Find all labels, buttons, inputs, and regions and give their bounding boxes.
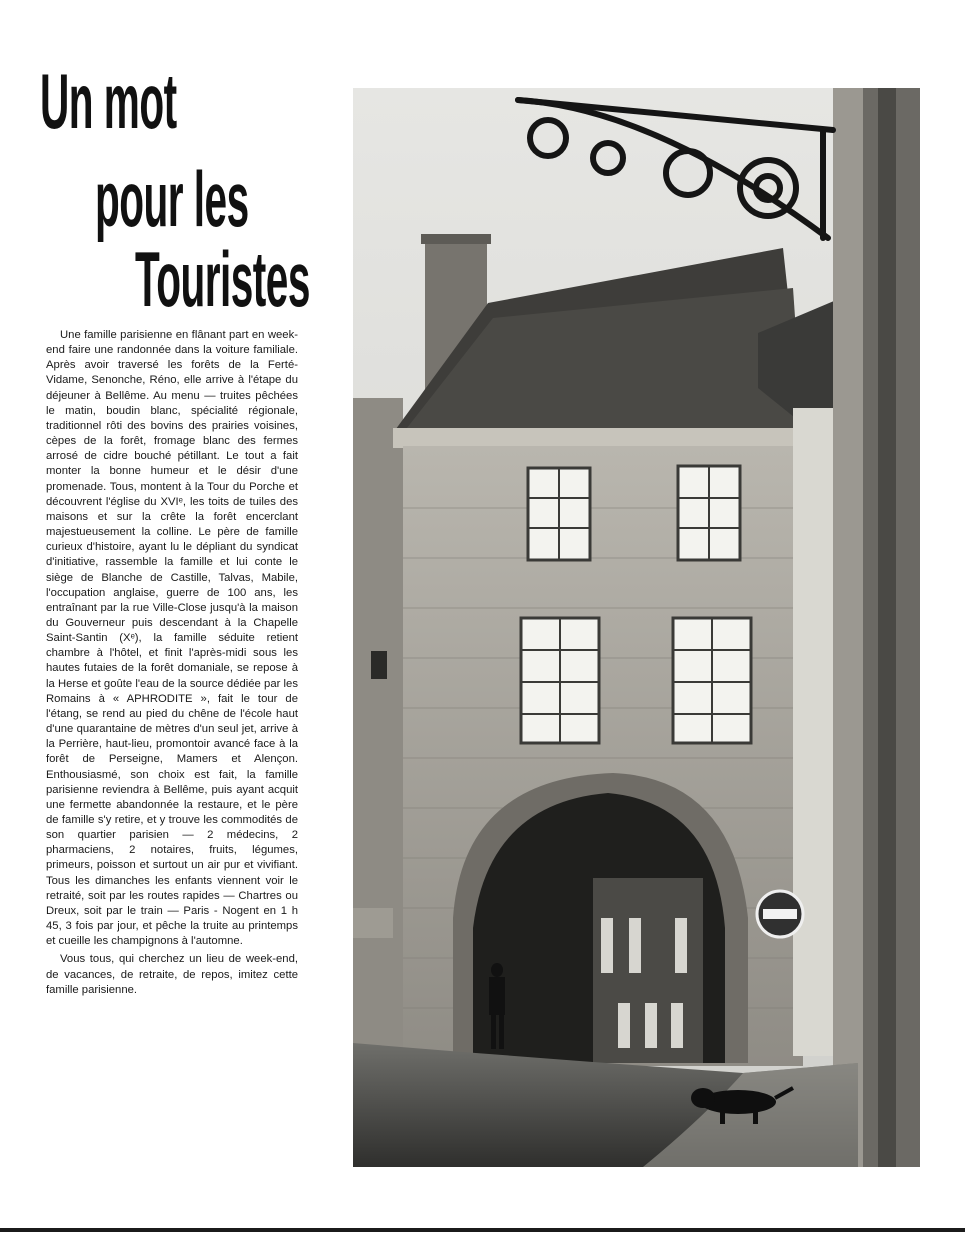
photo-porte-tower (353, 88, 920, 1167)
title-line-3: Touristes (135, 235, 310, 323)
page-bottom-edge (0, 1228, 965, 1232)
gateway-arch (453, 773, 748, 1063)
photo-illustration (353, 88, 920, 1167)
article-body (46, 328, 298, 998)
article-paragraph-1: Une famille parisienne en flânant part en week-end faire une randonnée dans la voiture familiale. Après avoir traversé les forêts de la Ferté-Vidame, Senonche, Réno, elle arrive à l'étape du déjeuner à Bellême. Au menu — truites pêchées le matin, boudin blanc, spécialité régionale, traditionnel rôti des bovins des prairies voisines, cèpes de la forêt, fromage blanc des fermes arrosé de cidre bouché pétillant. Le tout a fait monter la bonne humeur et le désir d'une promenade. Tous, montent à la Tour du Porche et découvrent l'église du XVIᵉ, les toits de tuiles des maisons et sur la crête la forêt encerclant majestueusement la colline. Le père de famille curieux d'histoire, ayant lu le dépliant du syndicat d'initiative, rassemble la famille et lui conte le siège de Blanche de Castille, Talvas, Mabile, l'occupation anglaise, guerre de 100 ans, les entraînant par la rue Ville-Close jusqu'à la maison du Gouverneur puis descendant à la Chapelle Saint-Santin (Xᵉ), la famille séduite retient chambre à l'hôtel, et finit l'après-midi sous les hautes futaies de la forêt domaniale, se repose à la Herse et goûte l'eau de la source dédiée par les Romains à « APHRODITE », fait le tour de l'étang, se rend au pied du chêne de l'école haut d'une quarantaine de mètres d'un seul jet, arrive à la Perrière, haut-lieu, promontoir avancé face à la forêt de Perseigne, Mamers et Alençon. Enthousiasmé, son choix est fait, la famille parisienne reviendra à Bellême, puis ayant acquit une fermette abandonnée la restaure, et le père de famille s'y retire, et y trouve les commodités de son quartier parisien — 2 médecins, 2 pharmaciens, 2 notaires, fruits, légumes, primeurs, poisson et surtout un air pur et vivifiant. Tous les dimanches les enfants viennent voir le retraité, soit par les routes rapides — Chartres ou Dreux, soit par le train — Paris - Nogent en 1 h 45, 3 fois par jour, et pêche la truite au printemps et cueille les champignons à l'automne. (46, 329, 298, 948)
no-entry-sign (757, 891, 803, 937)
title-line-2: pour les (95, 155, 249, 243)
left-building (353, 398, 403, 1058)
title-line-1: Un mot (40, 57, 177, 145)
article-paragraph-2: Vous tous, qui cherchez un lieu de week-end, de vacances, de retraite, de repos, imitez cette famille parisienne. (46, 953, 298, 996)
article-title (40, 57, 310, 323)
